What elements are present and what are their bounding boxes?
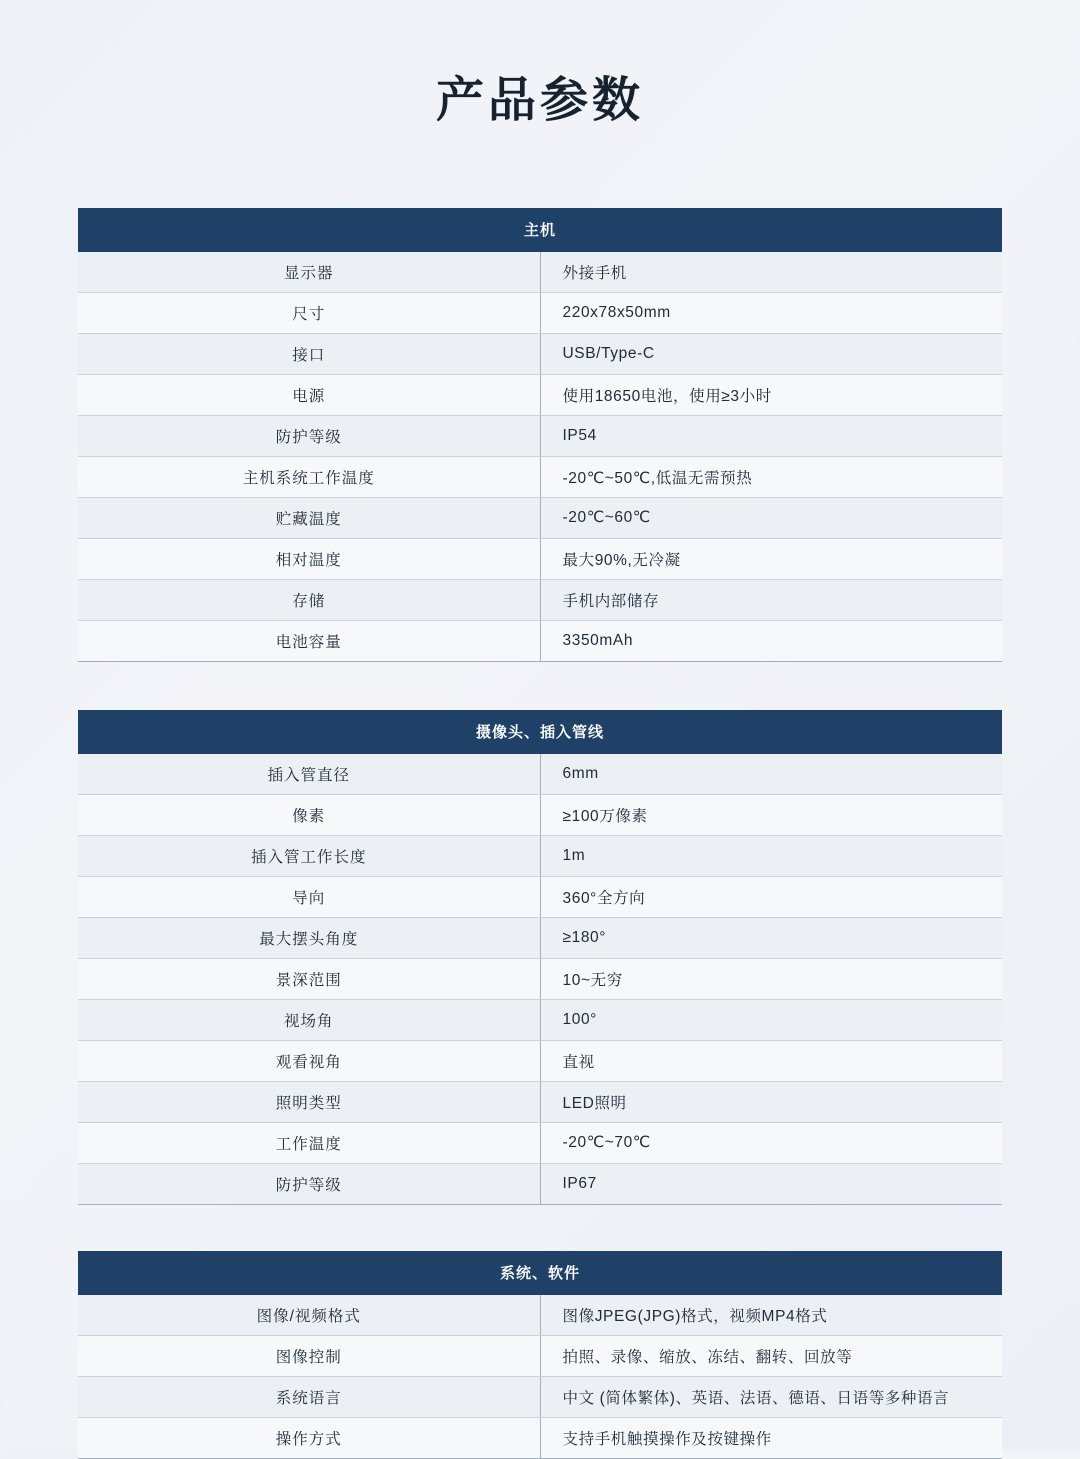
section-header-row: [78, 208, 1002, 252]
row-value: 6mm: [540, 754, 1002, 795]
table-row: [78, 415, 1002, 456]
row-label: 像素: [78, 794, 540, 835]
table-row: [78, 333, 1002, 374]
row-value: 1m: [540, 835, 1002, 876]
row-value: IP54: [540, 415, 1002, 456]
row-value: 360°全方向: [540, 876, 1002, 917]
row-label: 防护等级: [78, 415, 540, 456]
table-row: [78, 620, 1002, 661]
table-row: [78, 1081, 1002, 1122]
row-label: 观看视角: [78, 1040, 540, 1081]
table-row: [78, 1376, 1002, 1417]
row-value: 10~无穷: [540, 958, 1002, 999]
section-header-title: 摄像头、插入管线: [78, 710, 1002, 754]
page-title: 产品参数: [435, 74, 644, 127]
row-label: 图像/视频格式: [78, 1295, 540, 1336]
table-row: [78, 835, 1002, 876]
row-value: 3350mAh: [540, 620, 1002, 661]
table-row: [78, 1163, 1002, 1204]
row-value: 图像JPEG(JPG)格式，视频MP4格式: [540, 1295, 1002, 1336]
table-body: [78, 252, 1002, 662]
table-row: [78, 292, 1002, 333]
table-row: [78, 1335, 1002, 1376]
section-header-title: 主机: [78, 208, 1002, 252]
row-value: 使用18650电池，使用≥3小时: [540, 374, 1002, 415]
table-row: [78, 794, 1002, 835]
row-value: 拍照、录像、缩放、冻结、翻转、回放等: [540, 1335, 1002, 1376]
row-value: -20℃~70℃: [540, 1122, 1002, 1163]
row-value: ≥100万像素: [540, 794, 1002, 835]
row-label: 电源: [78, 374, 540, 415]
section-header-title: 系统、软件: [78, 1251, 1002, 1295]
table-row: [78, 1122, 1002, 1163]
row-label: 系统语言: [78, 1376, 540, 1417]
row-label: 防护等级: [78, 1163, 540, 1204]
row-value: 220x78x50mm: [540, 292, 1002, 333]
spec-table-camera: [78, 710, 1002, 1205]
row-value: IP67: [540, 1163, 1002, 1204]
row-value: ≥180°: [540, 917, 1002, 958]
table-body: [78, 754, 1002, 1205]
table-body: [78, 1295, 1002, 1459]
table-row: [78, 374, 1002, 415]
row-label: 导向: [78, 876, 540, 917]
row-value: -20℃~60℃: [540, 497, 1002, 538]
table-row: [78, 497, 1002, 538]
table-row: [78, 1417, 1002, 1458]
spec-table: [78, 1251, 1002, 1459]
row-value: 支持手机触摸操作及按键操作: [540, 1417, 1002, 1458]
table-row: [78, 1295, 1002, 1336]
row-value: 手机内部储存: [540, 579, 1002, 620]
section-header-row: [78, 710, 1002, 754]
table-row: [78, 754, 1002, 795]
row-label: 照明类型: [78, 1081, 540, 1122]
table-row: [78, 456, 1002, 497]
table-row: [78, 538, 1002, 579]
row-label: 电池容量: [78, 620, 540, 661]
row-label: 主机系统工作温度: [78, 456, 540, 497]
spec-table-system: [78, 1251, 1002, 1459]
row-value: 直视: [540, 1040, 1002, 1081]
spec-table: [78, 710, 1002, 1205]
row-label: 相对温度: [78, 538, 540, 579]
row-label: 工作温度: [78, 1122, 540, 1163]
table-row: [78, 876, 1002, 917]
row-value: -20℃~50℃,低温无需预热: [540, 456, 1002, 497]
row-value: 最大90%,无冷凝: [540, 538, 1002, 579]
row-value: USB/Type-C: [540, 333, 1002, 374]
row-label: 接口: [78, 333, 540, 374]
row-label: 操作方式: [78, 1417, 540, 1458]
row-label: 插入管直径: [78, 754, 540, 795]
section-header-row: [78, 1251, 1002, 1295]
table-row: [78, 1040, 1002, 1081]
row-value: LED照明: [540, 1081, 1002, 1122]
row-label: 存储: [78, 579, 540, 620]
row-label: 贮藏温度: [78, 497, 540, 538]
row-value: 外接手机: [540, 252, 1002, 293]
row-value: 中文 (简体繁体)、英语、法语、德语、日语等多种语言: [540, 1376, 1002, 1417]
table-header: [78, 1251, 1002, 1295]
spec-table-host: [78, 208, 1002, 662]
table-row: [78, 917, 1002, 958]
table-row: [78, 958, 1002, 999]
table-header: [78, 208, 1002, 252]
spec-table: [78, 208, 1002, 662]
row-label: 视场角: [78, 999, 540, 1040]
row-label: 景深范围: [78, 958, 540, 999]
table-row: [78, 579, 1002, 620]
row-label: 显示器: [78, 252, 540, 293]
table-row: [78, 252, 1002, 293]
row-label: 最大摆头角度: [78, 917, 540, 958]
row-label: 尺寸: [78, 292, 540, 333]
row-label: 插入管工作长度: [78, 835, 540, 876]
table-row: [78, 999, 1002, 1040]
row-label: 图像控制: [78, 1335, 540, 1376]
table-header: [78, 710, 1002, 754]
row-value: 100°: [540, 999, 1002, 1040]
